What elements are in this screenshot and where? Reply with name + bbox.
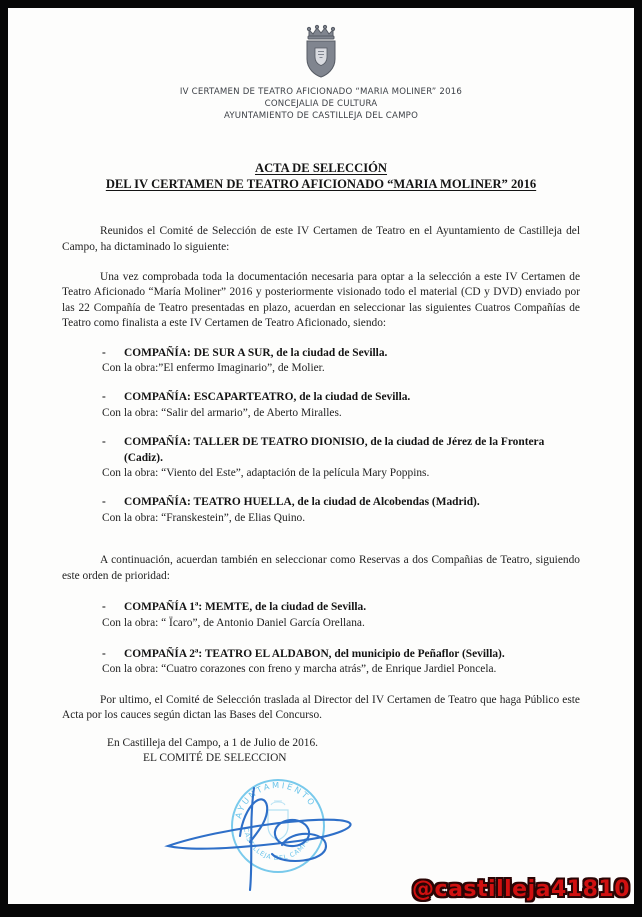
list-dash-marker: - [102, 601, 106, 614]
reserve-2-heading: COMPAÑÍA 2ª: TEATRO EL ALDABON, del municipio de Peñaflor (Sevilla). [124, 647, 505, 660]
ayuntamiento-stamp-icon [150, 760, 410, 904]
list-dash-marker: - [102, 391, 106, 404]
list-dash-marker: - [102, 647, 106, 660]
list-dash-marker: - [102, 346, 106, 359]
reserve-2-work: Con la obra: “Cuatro corazones con freno y marcha atrás”, de Enrique Jardiel Poncela. [102, 663, 497, 676]
list-item-finalist-1 [102, 346, 580, 377]
finalist-4-work: Con la obra: “Franskestein”, de Elias Quino. [102, 511, 306, 524]
stamp-top-text: AYUNTAMIENTO [232, 779, 319, 820]
finalist-4-heading: COMPAÑÍA: TEATRO HUELLA, de la ciudad de Alcobendas (Madrid). [124, 496, 480, 509]
header-crest [62, 22, 580, 85]
coat-of-arms-icon [295, 22, 347, 80]
header-line-ayuntamiento: AYUNTAMIENTO DE CASTILLEJA DEL CAMPO [223, 110, 419, 121]
list-item-finalist-2 [102, 390, 580, 421]
header-org-lines [62, 87, 580, 122]
signoff-committee: EL COMITÉ DE SELECCION [143, 751, 287, 764]
finalist-1-heading: COMPAÑÍA: DE SUR A SUR, de la ciudad de Sevilla. [124, 346, 388, 359]
finalist-1-work: Con la obra:”El enfermo Imaginario”, de Molier. [102, 362, 325, 375]
finalist-3-work: Con la obra: “Viento del Este”, adaptación de la película Mary Poppins. [102, 467, 430, 480]
paragraph-closing: Por ultimo, el Comité de Selección traslada al Director del IV Certamen de Teatro que haga Público este Acta por los cauces según dictan las Bases del Concurso. [62, 693, 580, 722]
signoff-place-date: En Castilleja del Campo, a 1 de Julio de 2016. [107, 736, 319, 749]
list-item-reserve-1 [102, 600, 580, 631]
paragraph-intro: Reunidos el Comité de Selección de este IV Certamen de Teatro en el Ayuntamiento de Castilleja del Campo, ha dictaminado lo siguiente: [62, 225, 580, 253]
list-item-finalist-3 [102, 435, 580, 481]
stamp-bottom-text: CASTILLEJA DEL CAMPO [241, 827, 312, 863]
finalist-2-work: Con la obra: “Salir del armario”, de Aberto Miralles. [102, 406, 342, 419]
paragraph-reserves-intro: A continuación, acuerdan también en seleccionar como Reservas a dos Compañias de Teatro, siguiendo este orden de prioridad: [62, 554, 580, 582]
title-line-2: DEL IV CERTAMEN DE TEATRO AFICIONADO “MARIA MOLINER” 2016 [105, 177, 537, 192]
list-item-finalist-4 [102, 495, 580, 526]
list-item-reserve-2 [102, 647, 580, 678]
list-dash-marker: - [102, 496, 106, 509]
reserve-1-work: Con la obra: “ Ïcaro”, de Antonio Daniel García Orellana. [102, 616, 365, 629]
finalist-2-heading: COMPAÑÍA: ESCAPARTEATRO, de la ciudad de Sevilla. [124, 391, 411, 404]
finalist-3-heading: COMPAÑÍA: TALLER DE TEATRO DIONISIO, de la ciudad de Jérez de la Frontera (Cadiz). [124, 436, 545, 464]
header-line-certamen: IV CERTAMEN DE TEATRO AFICIONADO “MARIA MOLINER” 2016 [179, 87, 463, 98]
header-line-concejalia: CONCEJALIA DE CULTURA [264, 99, 378, 109]
reserve-1-heading: COMPAÑÍA 1ª: MEMTE, de la ciudad de Sevilla. [124, 601, 367, 614]
title-line-1: ACTA DE SELECCIÓN [254, 161, 388, 176]
paragraph-selection: Una vez comprobada toda la documentación necesaria para optar a la selección a este IV Certamen de Teatro Aficionado “María Moliner” 2016 y posteriormente visionado todo el material (CD y DVD) enviado por las 22 Compañía de Teatro presentadas en plazo, acuerdan en seleccionar las siguientes Cuatros Compañías de Teatro como finalista a este IV Certamen de Teatro Aficionado, siendo: [62, 271, 580, 330]
stamp-and-signature [150, 760, 410, 904]
document-page [8, 8, 634, 904]
watermark-handle: @castilleja41810 [412, 876, 630, 902]
handwritten-signature-icon [168, 788, 351, 890]
document-title [62, 160, 580, 192]
list-dash-marker: - [102, 436, 106, 449]
